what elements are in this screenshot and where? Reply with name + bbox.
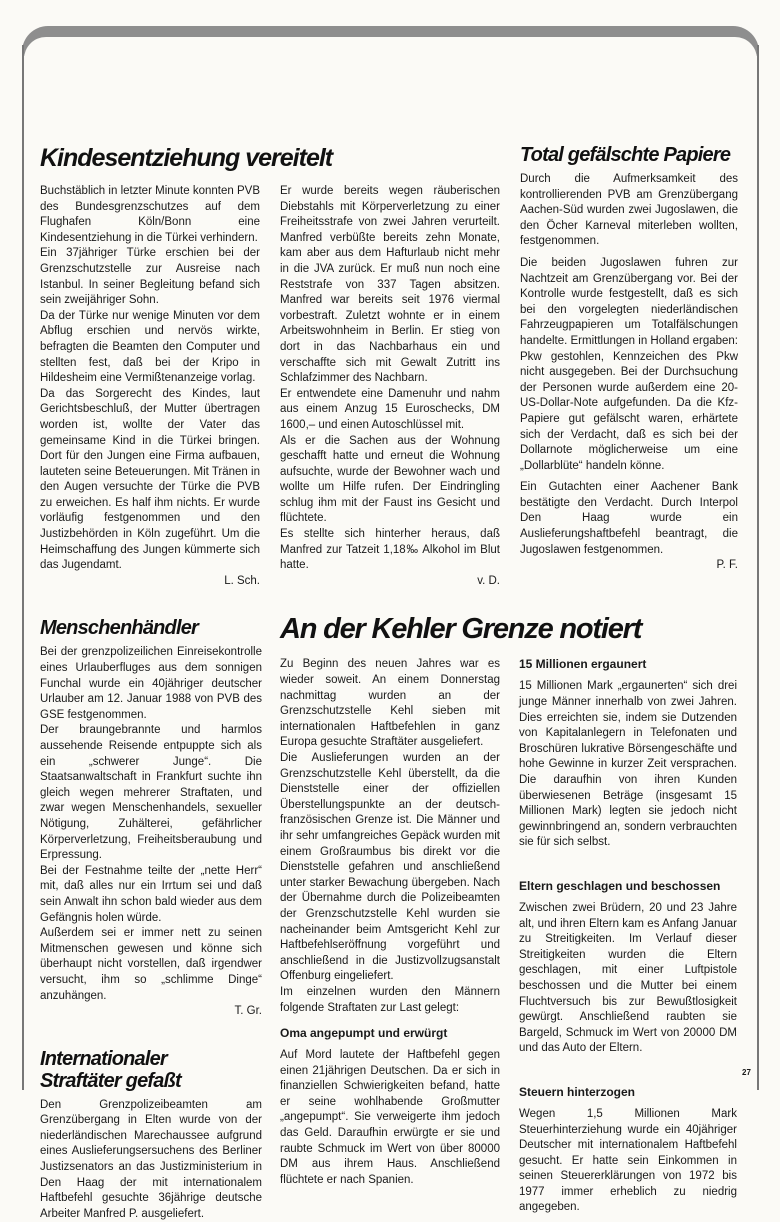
author-signature: T. Gr. [234, 1005, 262, 1018]
headline-line: Internationaler [40, 1047, 167, 1070]
top-left-area [40, 144, 500, 589]
paragraph: Im einzelnen wurden den Männern folgende Straftaten zur Last gelegt: [280, 985, 500, 1014]
paragraph: Als er die Sachen aus der Wohnung geschafft hatte und erneut die Wohnung aufsuchte, wurde der Bewohner wach und wollte um Hilfe rufen. Der Eindringling schlug ihm mit der Faust ins Gesicht und flüchtete. [280, 434, 500, 525]
paragraph: Wegen 1,5 Millionen Mark Steuerhinterziehung wurde ein 40jähriger Deutscher mit internationalem Haftbefehl gesucht. Er hatte sein Einkommen in seinen Steuererklärungen von 1972 bis 1977 immer erheblich zu niedrig angegeben. [519, 1107, 737, 1214]
top-right-column [520, 144, 738, 574]
paragraph: Buchstäblich in letzter Minute konnten PVB des Bundesgrenzschutzes auf dem Flughafen Köln/Bonn eine Kindesentziehung in die Türkei verhindern. [40, 185, 260, 244]
bottom-row [40, 613, 738, 1222]
paragraph: Zu Beginn des neuen Jahres war es wieder soweit. An einem Donnerstag nachmittag wurden an der Grenzschutzstelle Kehl sieben mit internationalen Haftbefehlen in ganz Europa gesuchte Straftäter ausgeliefert. [280, 658, 500, 749]
headline-line: Straftäter gefaßt [40, 1069, 181, 1092]
paragraph: Zwischen zwei Brüdern, 20 und 23 Jahre alt, und ihren Eltern kam es Anfang Januar zu Streitigkeiten. Im Verlauf dieser Streitigkeiten wurden die Eltern geschlagen, mit einer Luftpistole beschossen und die Mutter bei einem Fluchtversuch bis zur Bewußtlosigkeit gewürgt. Anschließend raubten sie Bargeld, Schmuck im Wert von 20000 DM und das Auto der Eltern. [519, 901, 737, 1055]
page-frame-left-rule [22, 45, 24, 1090]
article-kehl-intro [280, 657, 500, 1016]
paragraph: Er wurde bereits wegen räuberischen Diebstahls mit Körperverletzung zu einer Freiheitsstrafe von zwei Jahren verurteilt. Manfred verbüßte bereits zehn Monate, kam aber aus dem Hafturlaub nicht mehr in die JVA zurück. Er muß nun noch eine Reststrafe von 337 Tagen absitzen. Manfred war bereits seit 1976 viermal vorbestraft. Zuletzt wohnte er in einem Arbeitswohnheim in Berlin. Er stieg von dort in das Nachbarhaus ein und verschaffte sich mit Gewalt Zutritt ins Schlafzimmer des Nachbarn. [280, 185, 500, 385]
article-kindesentziehung-body [40, 184, 260, 589]
kehl-left-column [280, 657, 500, 1188]
headline-kindesentziehung: Kindesentziehung vereitelt [40, 144, 333, 172]
kehl-right-column [519, 657, 737, 1216]
paragraph: Da der Türke nur wenige Minuten vor dem Abflug erschien und nervös wirkte, befragten die Beamten den Computer und stellten fest, daß bei der Kripo in Hildesheim eine Vermißtenanzeige vorlag. [40, 309, 260, 385]
bottom-right-area [280, 613, 738, 1216]
paragraph: Außerdem sei er immer nett zu seinen Mitmenschen gewesen und könne sich überhaupt nicht vorstellen, daß irgendwer versucht, ihm so „schlimme Dinge“ anzuhängen. [40, 927, 262, 1002]
page-frame-inner [24, 37, 757, 67]
article-manfred-body [280, 184, 500, 589]
paragraph: 15 Millionen Mark „ergaunerten“ sich drei junge Männer innerhalb von zwei Jahren. Dies erreichten sie, indem sie Dutzenden von Kapitalanlegern in Telefonaten und Broschüren lukrative Börsengeschäfte und hohe Gewinne in kurzer Zeit versprachen. Die daraufhin von ihren Kunden überwiesenen Beträge (insgesamt 15 Millionen Mark) legten sie jedoch nicht gewinnbringend an, sondern verbrauchten sie für sich selbst. [519, 680, 737, 849]
paragraph: Die Auslieferungen wurden an der Grenzschutzstelle Kehl überstellt, da die Dienststelle einer der offiziellen Überstellungspunkte an der deutsch-französischen Grenze ist. Die Männer und ihr sehr umfangreiches Gepäck wurden mit einem Großraumbus bis direkt vor die Dienststelle gefahren und anschließend unter starker Bewachung übergeben. Nach der Übernahme durch die Polizeibeamten der Grenzschutzstelle Kehl wurden sie nacheinander beim Amtsgericht Kehl zur Haftbefehlseröffnung vorgeführt und anschließend in die Justizvollzugsanstalt Offenburg eingeliefert. [280, 752, 500, 983]
author-signature: P. F. [716, 559, 738, 572]
paragraph: Es stellte sich hinterher heraus, daß Manfred zur Tatzeit 1,18‰ Alkohol im Blut hatte. [280, 528, 500, 572]
author-signature: L. Sch. [224, 574, 260, 587]
section-oma-body [280, 1048, 500, 1188]
headline-kehl: An der Kehler Grenze notiert [280, 613, 642, 646]
article-papiere-body [520, 172, 738, 574]
page-frame-right-rule [757, 45, 759, 1090]
section-15-millionen-body [519, 679, 737, 851]
page-number: 27 [742, 1068, 751, 1077]
author-signature: v. D. [477, 574, 500, 587]
paragraph: Der braungebrannte und harmlos aussehende Reisende entpuppte sich als ein „schwerer Junge“. Die Staatsanwaltschaft in Frankfurt suchte ihn gleich wegen mehrerer Straftaten, und zwar wegen Menschenhandels, sexueller Nötigung, Zuhälterei, gefährlicher Körperverletzung, Freiheitsberaubung und Erpressung. [40, 724, 262, 862]
section-steuern-body [519, 1107, 737, 1216]
paragraph: Den Grenzpolizeibeamten am Grenzübergang in Elten wurde von der niederländischen Marechaussee aufgrund eines Auslieferungsersuchens des Berliner Justizsenators an das Justizministerium in Den Haag der mit internationalem Haftbefehl gesuchte 36jährige deutsche Arbeiter Manfred P. ausgeliefert. [40, 1098, 262, 1220]
subheading-oma: Oma angepumpt und erwürgt [280, 1026, 448, 1041]
page-content [40, 144, 738, 1222]
headline-straftaeter [40, 1048, 262, 1092]
paragraph: Auf Mord lautete der Haftbefehl gegen einen 21jährigen Deutschen. Da er sich in finanziellen Schwierigkeiten befand, hatte er seine wohlhabende Großmutter „angepumpt“. Sie verweigerte ihm jedoch das Geld. Daraufhin erwürgte er sie und raubte Schmuck im Wert von über 80000 DM aus ihrem Haus. Anschließend flüchtete er nach Spanien. [280, 1049, 500, 1186]
section-eltern-body [519, 901, 737, 1057]
paragraph: Da das Sorgerecht des Kindes, laut Gerichtsbeschluß, der Mutter übertragen worden ist, wollte der Vater das gemeinsame Kind in die Türkei bringen. Dort für den Jungen eine Firma aufbauen, lauteten seine Beteuerungen. Mit Tränen in den Augen versuchte der Türke die PVB zu erweichen. Es half ihm nichts. Er wurde vorläufig festgenommen und den Justizbehörden in Köln zugeführt. Um die Heimschaffung des Jungen kümmerte sich das Jugendamt. [40, 387, 260, 572]
paragraph: Bei der grenzpolizeilichen Einreisekontrolle eines Urlauberfluges aus dem sonnigen Funchal wurde ein 40jähriger deutscher Urlauber am 12. Januar 1988 von PVB des GSE festgenommen. [40, 646, 262, 721]
paragraph: Ein Gutachten einer Aachener Bank bestätigte den Verdacht. Durch Interpol Den Haag wurde ein Auslieferungshaftbefehl beantragt, die Jugoslawen festgenommen. [520, 481, 738, 556]
subheading-eltern: Eltern geschlagen und beschossen [519, 878, 721, 893]
paragraph: Ein 37jähriger Türke erschien bei der Grenzschutzstelle zur Ausreise nach Istanbul. In seiner Begleitung befand sich sein zweijähriger Sohn. [40, 247, 260, 307]
bottom-left-column [40, 613, 262, 1222]
paragraph: Die beiden Jugoslawen fuhren zur Nachtzeit am Grenzübergang vor. Bei der Kontrolle wurde festgestellt, daß es sich bei den vorgelegten niederländischen Fahrzeugpapieren um Totalfälschungen handelte. Ermittlungen in Holland ergaben: Pkw gestohlen, Kennzeichen des Pkw nicht ausgegeben. Bei der Durchsuchung der Personen wurde außerdem eine 20-US-Dollar-Note aufgefunden. Da die Kfz-Papiere gut gefälscht waren, erhärtete sich der Verdacht, daß es sich bei der Dollarnote möglicherweise um eine „Dollarblüte“ handeln könne. [520, 256, 739, 472]
kehl-columns [280, 657, 738, 1216]
article-menschenhaendler-body [40, 645, 262, 1019]
article-straftaeter-body [40, 1098, 262, 1222]
top-left-columns [40, 184, 500, 589]
headline-papiere: Total gefälschte Papiere [520, 144, 731, 166]
subheading-steuern: Steuern hinterzogen [519, 1084, 636, 1099]
paragraph: Bei der Festnahme teilte der „nette Herr“ mit, daß alles nur ein Irrtum sei und daß sein Anwalt ihn schon bald wieder aus dem Gefängnis holen würde. [40, 864, 262, 924]
paragraph: Er entwendete eine Damenuhr und nahm aus einem Anzug 15 Euroschecks, DM 1600,– und einen Autoschlüssel mit. [280, 387, 500, 431]
top-row [40, 144, 738, 589]
subheading-15-millionen: 15 Millionen ergaunert [519, 657, 647, 672]
headline-menschenhaendler: Menschenhändler [40, 617, 199, 640]
paragraph: Durch die Aufmerksamkeit des kontrollierenden PVB am Grenzübergang Aachen-Süd wurden zwei Jugoslawen, die den Öcher Karneval miterleben wollten, festgenommen. [520, 173, 738, 248]
